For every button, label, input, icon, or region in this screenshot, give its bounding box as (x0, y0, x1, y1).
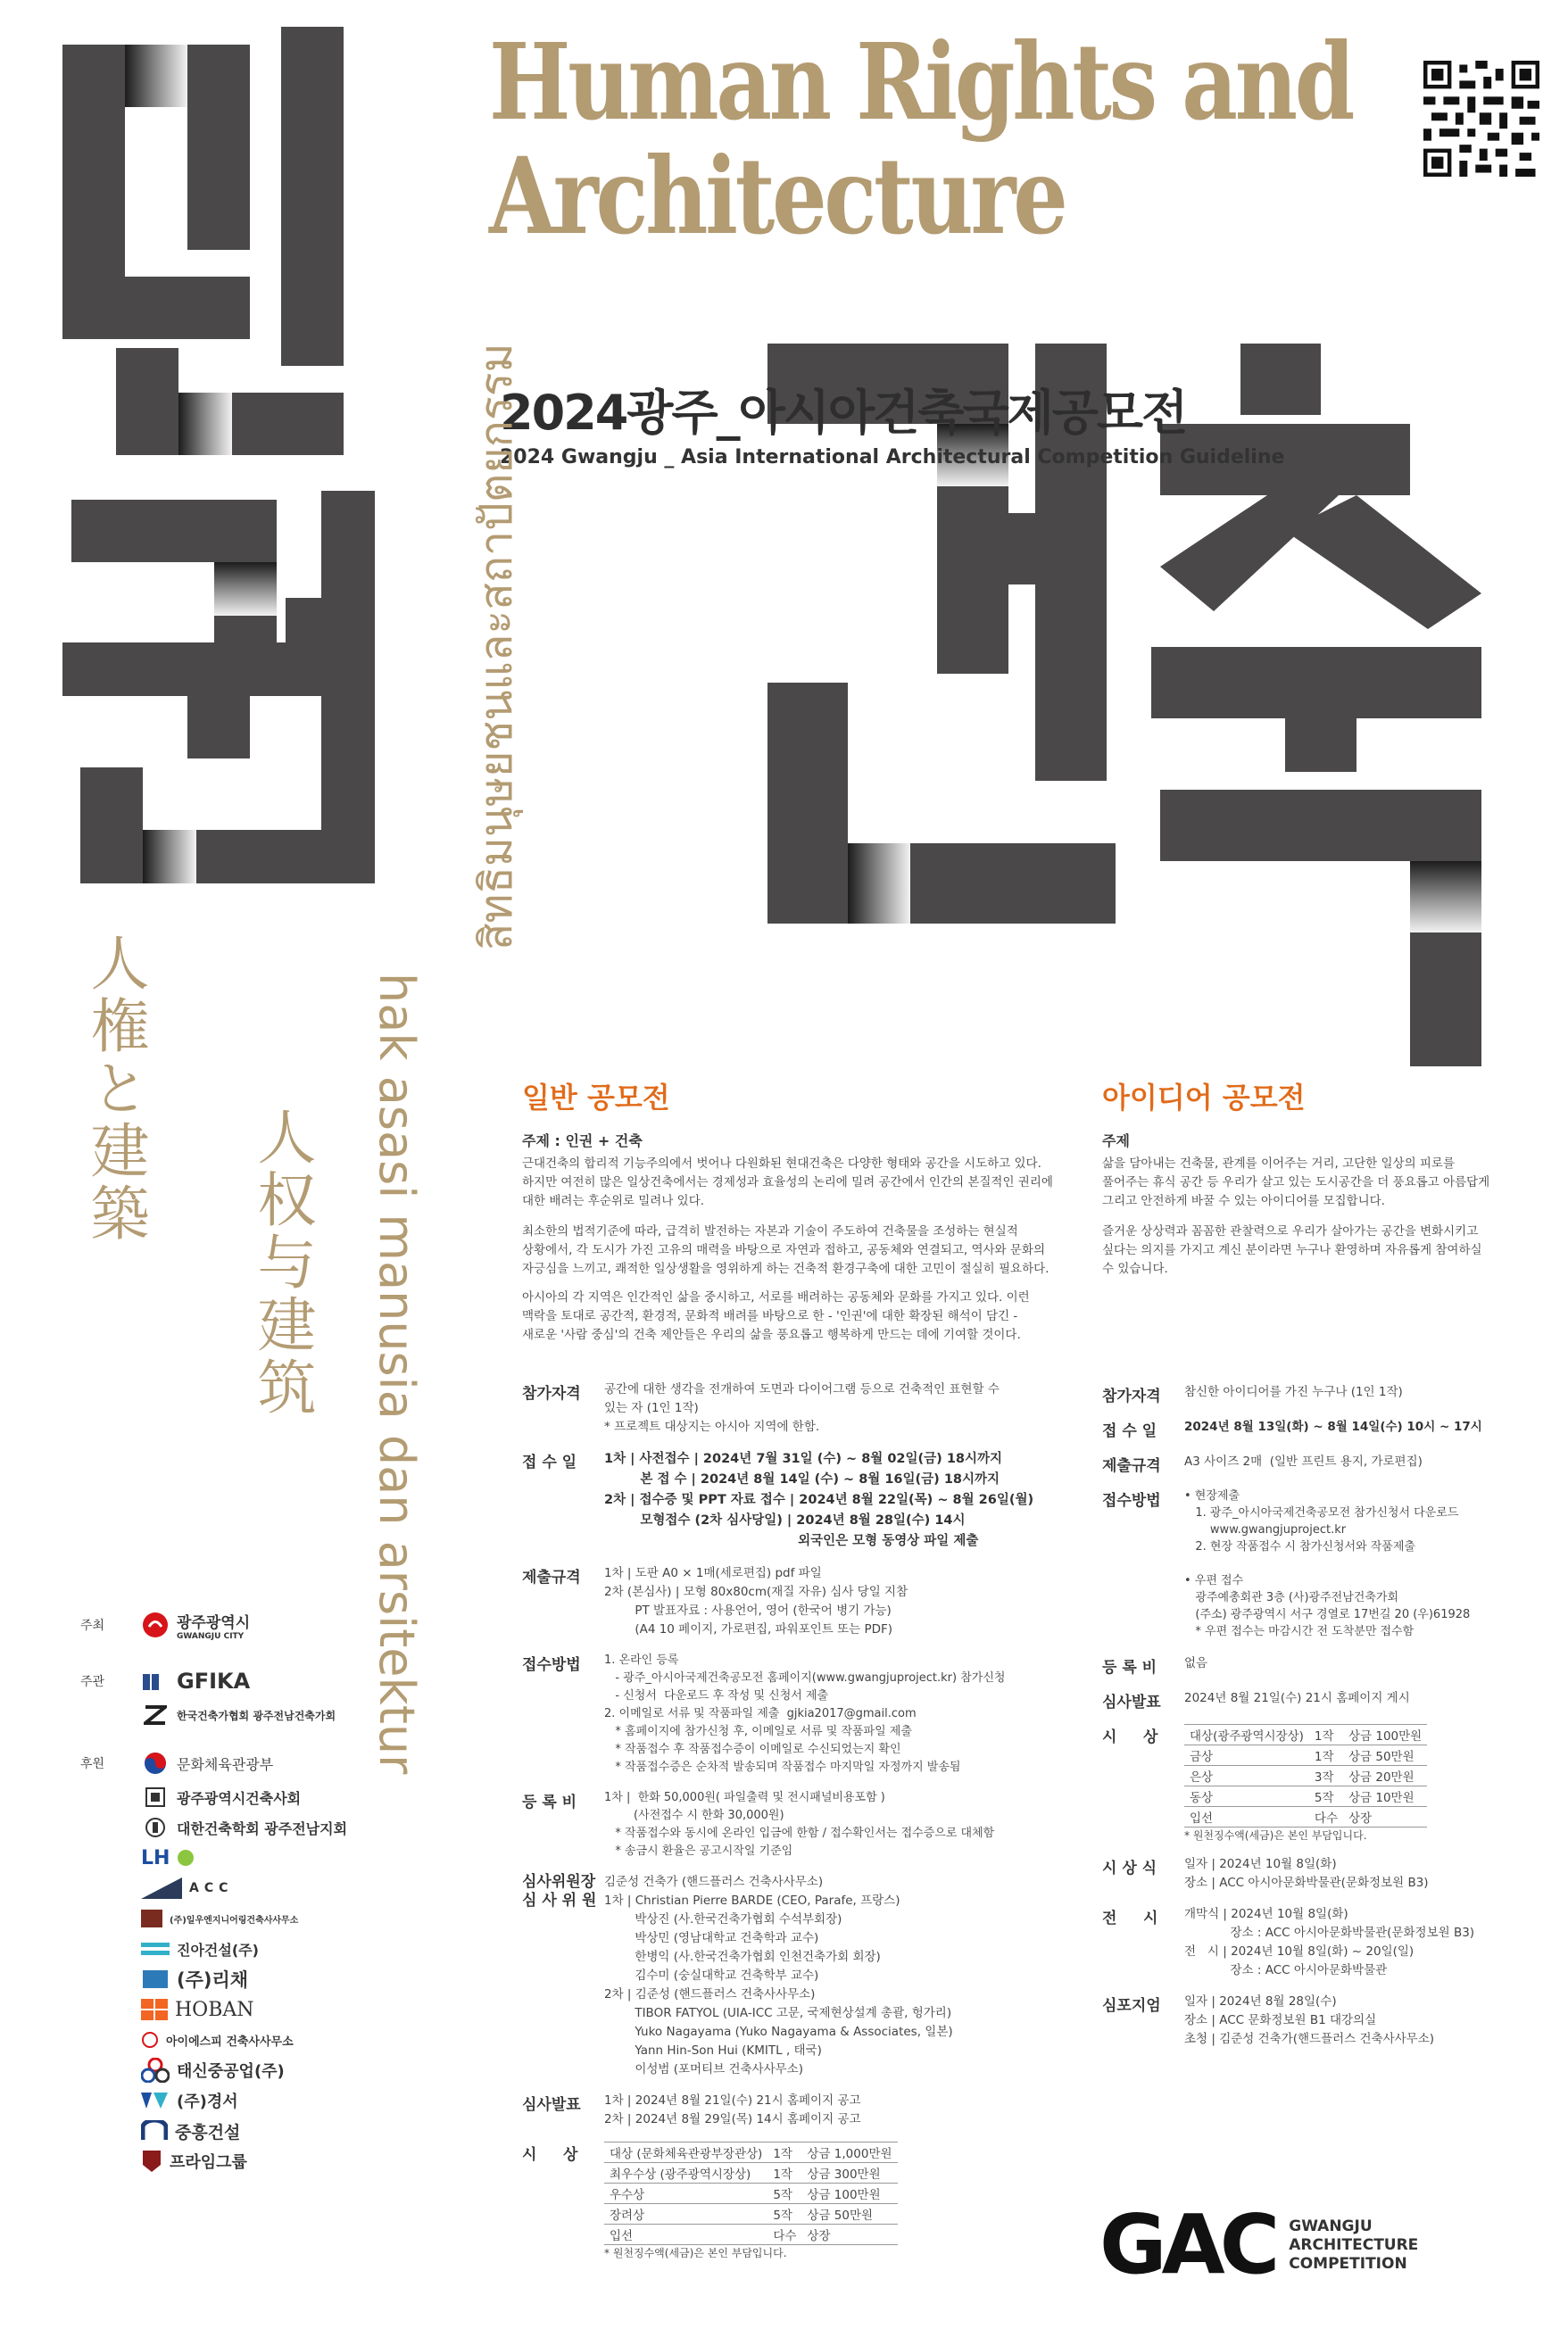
glyph-block (982, 513, 1107, 584)
item-text: A3 사이즈 2매 (일반 프린트 용지, 가로편집) (1184, 1455, 1423, 1469)
supporter-row (80, 2025, 375, 2055)
item-text: 공간에 대한 생각을 전개하여 도면과 다이어그램 등으로 건축적인 표현할 수 있는 자 (1인 1작) * 프로젝트 대상지는 아시아 지역에 한함. (604, 1382, 1000, 1434)
table-row: 입선 다수 상장 (1184, 1807, 1427, 1828)
supporter-name: 중흥건설 (175, 2122, 241, 2143)
item-text: 1차 | 사전접수 | 2024년 7월 31일 (수) ~ 8월 02일(금) 18시까지 본 접 수 | 2024년 8월 14일 (수) ~ 8월 16일(금) 18시까지 2차 | 접수증 및 PPT 자료 접수 | 2024년 8월 22일(목) ~ 8월 26일(월) 모형접수 (2차 심사당일) | 2024년 8월 28일(수) 14시 외국인은 모형 동영상 파일 제출 (604, 1452, 1034, 1548)
host-name: 광주광역시 (177, 1613, 251, 1632)
item-text: 1차 | 2024년 8월 21일(수) 21시 홈페이지 공고 2차 | 2024년 8월 29일(목) 14시 홈페이지 공고 (604, 2093, 861, 2126)
supporter-row (80, 1812, 375, 1843)
item-text: 일자 | 2024년 8월 28일(수) 장소 | ACC 문화정보원 B1 대강의실 초청 | 김준성 건축가(핸드플러스 건축사사무소) (1184, 1994, 1435, 2046)
supporter-row (80, 1843, 375, 1873)
host-sub: GWANGJU CITY (177, 1631, 245, 1641)
item-text: 1. 온라인 등록 - 광주_아시아국제건축공모전 홈페이지(www.gwangjuproject.kr) 참가신청 - 신청서 다운로드 후 작성 및 신청서 제출 2. 이메일로 서류 및 작품파일 제출 gjkia2017@gmail.com * 홈페이지에 참가신청 후, 이메일로 서류 및 작품파일 제출 * 작품접수 후 작품접수증이 이메일로 수신되었는지 확인 * 작품접수증은 순차적 발송되며 작품접수 마지막일 자정까지 발송됨 (604, 1654, 1006, 1774)
idea-prize-block (1102, 1724, 1548, 1843)
item-label: 제출규격 (1102, 1457, 1161, 1475)
general-item (522, 1652, 1058, 1777)
item-label: 참가자격 (1102, 1388, 1161, 1405)
supporter-row (80, 1934, 375, 1964)
supporter-name: 진아건설(주) (177, 1941, 259, 1959)
supporter-row (80, 1782, 375, 1812)
organizer-name: 한국건축가협회 광주전남건축가회 (177, 1709, 336, 1722)
glyph-fold (143, 830, 196, 883)
taegeuk-logo-icon (141, 1751, 170, 1776)
glyph-block (187, 45, 250, 250)
idea-competition-title: 아이디어 공모전 (1102, 1081, 1306, 1115)
idea-item (1102, 1993, 1548, 2049)
supporter-row (80, 1873, 375, 1903)
glyph-block (1151, 647, 1481, 718)
item-label: 참가자격 (522, 1385, 581, 1403)
glyph-block (80, 830, 375, 883)
supporter-name: ACC (189, 1881, 234, 1895)
supporter-row (80, 1964, 375, 1994)
general-theme-label: 주제 : 인권 + 건축 (522, 1132, 643, 1149)
item-label: 접 수 일 (1102, 1422, 1157, 1440)
supporter-label: 후원 (80, 1757, 105, 1771)
organizer-row (80, 1700, 375, 1730)
isp-logo-icon (141, 2031, 159, 2049)
supporter-name: 아이에스피 건축사사무소 (166, 2035, 294, 2049)
general-theme-para3: 아시아의 각 지역은 인간적인 삶을 중시하고, 서로를 배려하는 공동체와 문화를 가지고 있다. 이런 맥락을 토대로 공간적, 환경적, 문화적 배려를 바탕으로 한 - '인권'에 대한 확장된 해석이 담긴 - 새로운 '사람 중심'의 건축 제안들은 우리의 삶을 풍요롭고 행복하게 만드는 데에 기여할 것이다. (522, 1290, 1030, 1342)
supporter-name: 태신중공업(주) (177, 2062, 285, 2081)
glyph-block (1160, 495, 1339, 611)
item-label: 심사발표 (522, 2096, 581, 2114)
vertical-japanese-text: 人権と建築 (80, 932, 149, 1245)
glyph-block (286, 598, 375, 651)
item-label: 제출규격 (522, 1569, 581, 1587)
item-text: 일자 | 2024년 10월 8일(화) 장소 | ACC 아시아문화박물관(문화정보원 B3) (1184, 1857, 1429, 1890)
item-text: 김준성 건축가 (핸드플러스 건축사사무소) 1차 | Christian Pierre BARDE (CEO, Parafe, 프랑스) 박상진 (사.한국건축가협회 수석부회장) 박상민 (영남대학교 건축학과 교수) 한병익 (사.한국건축가협회 인천건축가회 회장) 김수미 (숭실대학교 건축학부 교수) 2차 | 김준성 (핸드플러스 건축사사무소) TIBOR FATYOL (UIA-ICC 고문, 국제현상설계 총괄, 헝가리) Yuko Nagayama (Yuko Nagayama & Associates, 일본) Yann Hin-Son Hui (KMITL , 태국) 이성범 (포머티브 건축사사무소) (604, 1875, 953, 2076)
table-row: 우수상 5작 상금 100만원 (604, 2184, 898, 2204)
supporter-name: (주)일우엔지니어링건축사사무소 (170, 1915, 299, 1926)
title-en-line1: Human Rights and (489, 20, 1353, 144)
item-text: • 현장제출 1. 광주_아시아국제건축공모전 참가신청서 다운로드 www.gwangjuproject.kr 2. 현장 작품접수 시 참가신청서와 작품제출 • 우편 접수 광주예총회관 3층 (사)광주전남건축가회 (주소) 광주광역시 서구 경열로 17번길 20 (우)61928 * 우편 접수는 마감시간 전 도착분만 접수함 (1184, 1489, 1471, 1638)
idea-item (1102, 1383, 1548, 1405)
general-details (522, 1380, 1058, 2260)
acc-logo-icon (141, 1877, 182, 1899)
supporter-name: HOBAN (175, 1998, 254, 2021)
big-letters-left (62, 27, 419, 919)
hoban-logo-icon (141, 1999, 168, 2020)
taeshin-logo-icon (141, 2058, 170, 2083)
glyph-block (321, 491, 375, 839)
prize-note: * 원천징수액(세금)은 본인 부담입니다. (1184, 1829, 1367, 1842)
idea-item (1102, 1488, 1548, 1640)
ilwoo-logo-icon (141, 1910, 162, 1927)
supporter-name: 광주광역시건축사회 (177, 1789, 302, 1807)
glyph-block (187, 696, 250, 758)
idea-theme-para1: 삶을 담아내는 건축물, 관계를 이어주는 거리, 고단한 일상의 피로를 풀어주는 휴식 공간 등 우리가 살고 있는 도시공간을 더 풍요롭고 아름답게 그리고 안전하게 바꿀 수 있는 아이디어를 모집합니다. (1102, 1156, 1490, 1208)
gac-logo (1099, 2197, 1419, 2292)
supporter-name: 대한건축학회 광주전남지회 (177, 1819, 348, 1837)
general-theme-para2: 최소한의 법적기준에 따라, 급격히 발전하는 자본과 기술이 주도하여 건축물을 조성하는 현실적 상황에서, 각 도시가 가진 고유의 매력을 바탕으로 자연과 접하고, 공동체와 연결되고, 역사와 문화의 자긍심을 느끼고, 쾌적한 일상생활을 영위하게 하는 건축적 환경구축에 대한 고민이 절실히 필요하다. (522, 1224, 1049, 1276)
vertical-thai-text: สิทธิมนุษยชนและสถาปัตยกรรม (470, 343, 522, 950)
general-competition-title: 일반 공모전 (522, 1081, 670, 1115)
glyph-fold (178, 393, 232, 455)
prize-note: * 원천징수액(세금)은 본인 부담입니다. (604, 2247, 787, 2259)
idea-item (1102, 1689, 1548, 1712)
supporter-name: (주)경서 (177, 2093, 238, 2111)
gwangju-city-logo-icon (141, 1612, 170, 1637)
lh-logo: LH (141, 1846, 170, 1869)
kyungseo-logo-icon (141, 2091, 170, 2110)
idea-details (1102, 1383, 1548, 2061)
idea-item (1102, 1453, 1548, 1475)
organizer-name: GFIKA (177, 1669, 251, 1694)
table-row: 은상 3작 상금 20만원 (1184, 1766, 1427, 1786)
glyph-block (1285, 718, 1356, 772)
item-text: 개막식 | 2024년 10월 8일(화) 장소 : ACC 아시아문화박물관(문화정보원 B3) 전 시 | 2024년 10월 8일(화) ~ 20일(일) 장소 : ACC 아시아문화박물관 (1184, 1907, 1475, 1977)
item-label: 접수방법 (522, 1656, 581, 1674)
item-text: 1차 | 도판 A0 × 1매(세로편집) pdf 파일 2차 (본심사) | 모형 80x80cm(재질 자유) 심사 당일 지참 PT 발표자료 : 사용언어, 영어 (한국어 병기 가능) (A4 10 페이지, 가로편집, 파워포인트 또는 PDF) (604, 1566, 908, 1637)
general-item (522, 1449, 1058, 1552)
table-row: 대상 (문화체육관광부장관상) 1작 상금 1,000만원 (604, 2143, 898, 2163)
idea-theme-para2: 즐거운 상상력과 꼼꼼한 관찰력으로 우리가 살아가는 공간을 변화시키고 싶다는 의지를 가지고 계신 분이라면 누구나 환영하며 자유롭게 참여하실 수 있습니다. (1102, 1224, 1482, 1276)
supporter-row (80, 1903, 375, 1934)
organizer-label: 주관 (80, 1675, 105, 1689)
subtitle: 2024 Gwangju _ Asia International Architectural Competition Guideline (500, 446, 1285, 468)
supporter-name: 프라임그룹 (170, 2153, 247, 2172)
general-prize-table (604, 2142, 898, 2245)
host-label: 주최 (80, 1619, 105, 1633)
table-row: 금상 1작 상금 50만원 (1184, 1745, 1427, 1766)
prime-group-logo-icon (141, 2149, 162, 2174)
qr-code-icon[interactable] (1423, 61, 1539, 177)
idea-item (1102, 1418, 1548, 1440)
vertical-malay-text: hak asasi manusia dan arsitektur (369, 973, 425, 1775)
supporter-row (80, 1994, 375, 2025)
item-label: 심포지엄 (1102, 1997, 1161, 2015)
table-row: 장려상 5작 상금 50만원 (604, 2204, 898, 2225)
item-label: 등 록 비 (522, 1794, 577, 1811)
item-text: 2024년 8월 13일(화) ~ 8월 14일(수) 10시 ~ 17시 (1184, 1420, 1482, 1434)
item-label: 심사위원장 심 사 위 원 (522, 1873, 597, 1910)
sponsors (80, 1602, 375, 2176)
idea-theme-label: 주제 (1102, 1132, 1130, 1149)
supporter-row (80, 1748, 375, 1778)
glyph-block (767, 843, 1116, 924)
general-item (522, 1380, 1058, 1437)
item-label: 접수방법 (1102, 1492, 1161, 1510)
table-row: 동상 5작 상금 10만원 (1184, 1786, 1427, 1807)
gac-mark: GAC (1099, 2197, 1275, 2292)
glyph-fold (125, 45, 187, 107)
title-en-line2: Architecture (489, 134, 1066, 258)
item-label: 등 록 비 (1102, 1659, 1157, 1677)
supporter-row (80, 2055, 375, 2085)
supporter-row (80, 2085, 375, 2116)
kia-logo-icon (141, 1703, 170, 1728)
glyph-fold (848, 843, 910, 924)
idea-item (1102, 1905, 1548, 1980)
item-label: 전 시 (1102, 1910, 1158, 1927)
item-text: 참신한 아이디어를 가진 누구나 (1인 1작) (1184, 1385, 1403, 1399)
jungheung-logo-icon (141, 2120, 168, 2142)
lh-leaf-icon (177, 1848, 200, 1868)
gac-text: GWANGJU ARCHITECTURE COMPETITION (1289, 2217, 1419, 2273)
jina-logo-icon (141, 1941, 170, 1957)
title-english (489, 20, 1353, 258)
general-item (522, 2092, 1058, 2129)
general-theme-para1: 근대건축의 합리적 기능주의에서 벗어나 다원화된 현대건축은 다양한 형태와 공간을 시도하고 있다. 하지만 여전히 많은 일상건축에서는 경제성과 효율성의 논리에 밀려 공간에서 인간의 본질적인 권리에 대한 배려는 후순위로 밀려나 있다. (522, 1156, 1053, 1208)
glyph-block (1240, 344, 1321, 415)
richae-logo-icon (141, 1968, 170, 1990)
general-prize-block (522, 2142, 1058, 2260)
item-label: 심사발표 (1102, 1694, 1161, 1712)
supporter-row (80, 2116, 375, 2146)
table-row: 입선 다수 상장 (604, 2225, 898, 2245)
glyph-fold (214, 562, 277, 616)
organizer-row (80, 1662, 375, 1700)
general-item (522, 1564, 1058, 1639)
item-text: 1차 | 한화 50,000원( 파일출력 및 전시패널비용포함 ) (사전접수 시 한화 30,000원) * 작품접수와 동시에 온라인 입금에 한함 / 접수확인서는 접수증으로 대체함 * 송금시 환율은 공고시작일 기준임 (604, 1791, 995, 1858)
general-item (522, 1789, 1058, 1861)
prize-label: 시 상 (522, 2146, 578, 2164)
supporter-row (80, 2146, 375, 2176)
table-row: 대상(광주광역시장상) 1작 상금 100만원 (1184, 1725, 1427, 1745)
item-text: 2024년 8월 21일(수) 21시 홈페이지 게시 (1184, 1691, 1410, 1705)
idea-prize-table (1184, 1724, 1427, 1828)
table-row: 최우수상 (광주광역시장상) 1작 상금 300만원 (604, 2163, 898, 2184)
item-label: 접 수 일 (522, 1454, 577, 1471)
supporter-name: (주)리채 (177, 1969, 249, 1991)
glyph-block (281, 27, 344, 366)
item-label: 시 상 식 (1102, 1860, 1157, 1877)
idea-item (1102, 1855, 1548, 1893)
title-korean: 2024광주_아시아건축국제공모전 (500, 385, 1187, 441)
general-item (522, 1873, 1058, 2079)
host-row (80, 1602, 375, 1648)
supporter-name: 문화체육관광부 (177, 1755, 274, 1773)
gfika-logo-icon (141, 1669, 170, 1694)
glyph-block (62, 277, 250, 339)
idea-item (1102, 1654, 1548, 1677)
item-text: 없음 (1184, 1656, 1208, 1670)
glyph-fold (1410, 861, 1481, 932)
architects-association-logo-icon (141, 1785, 170, 1810)
prize-label: 시 상 (1102, 1728, 1158, 1746)
vertical-chinese-text: 人权与建筑 (247, 1106, 316, 1419)
aik-logo-icon (141, 1815, 170, 1840)
